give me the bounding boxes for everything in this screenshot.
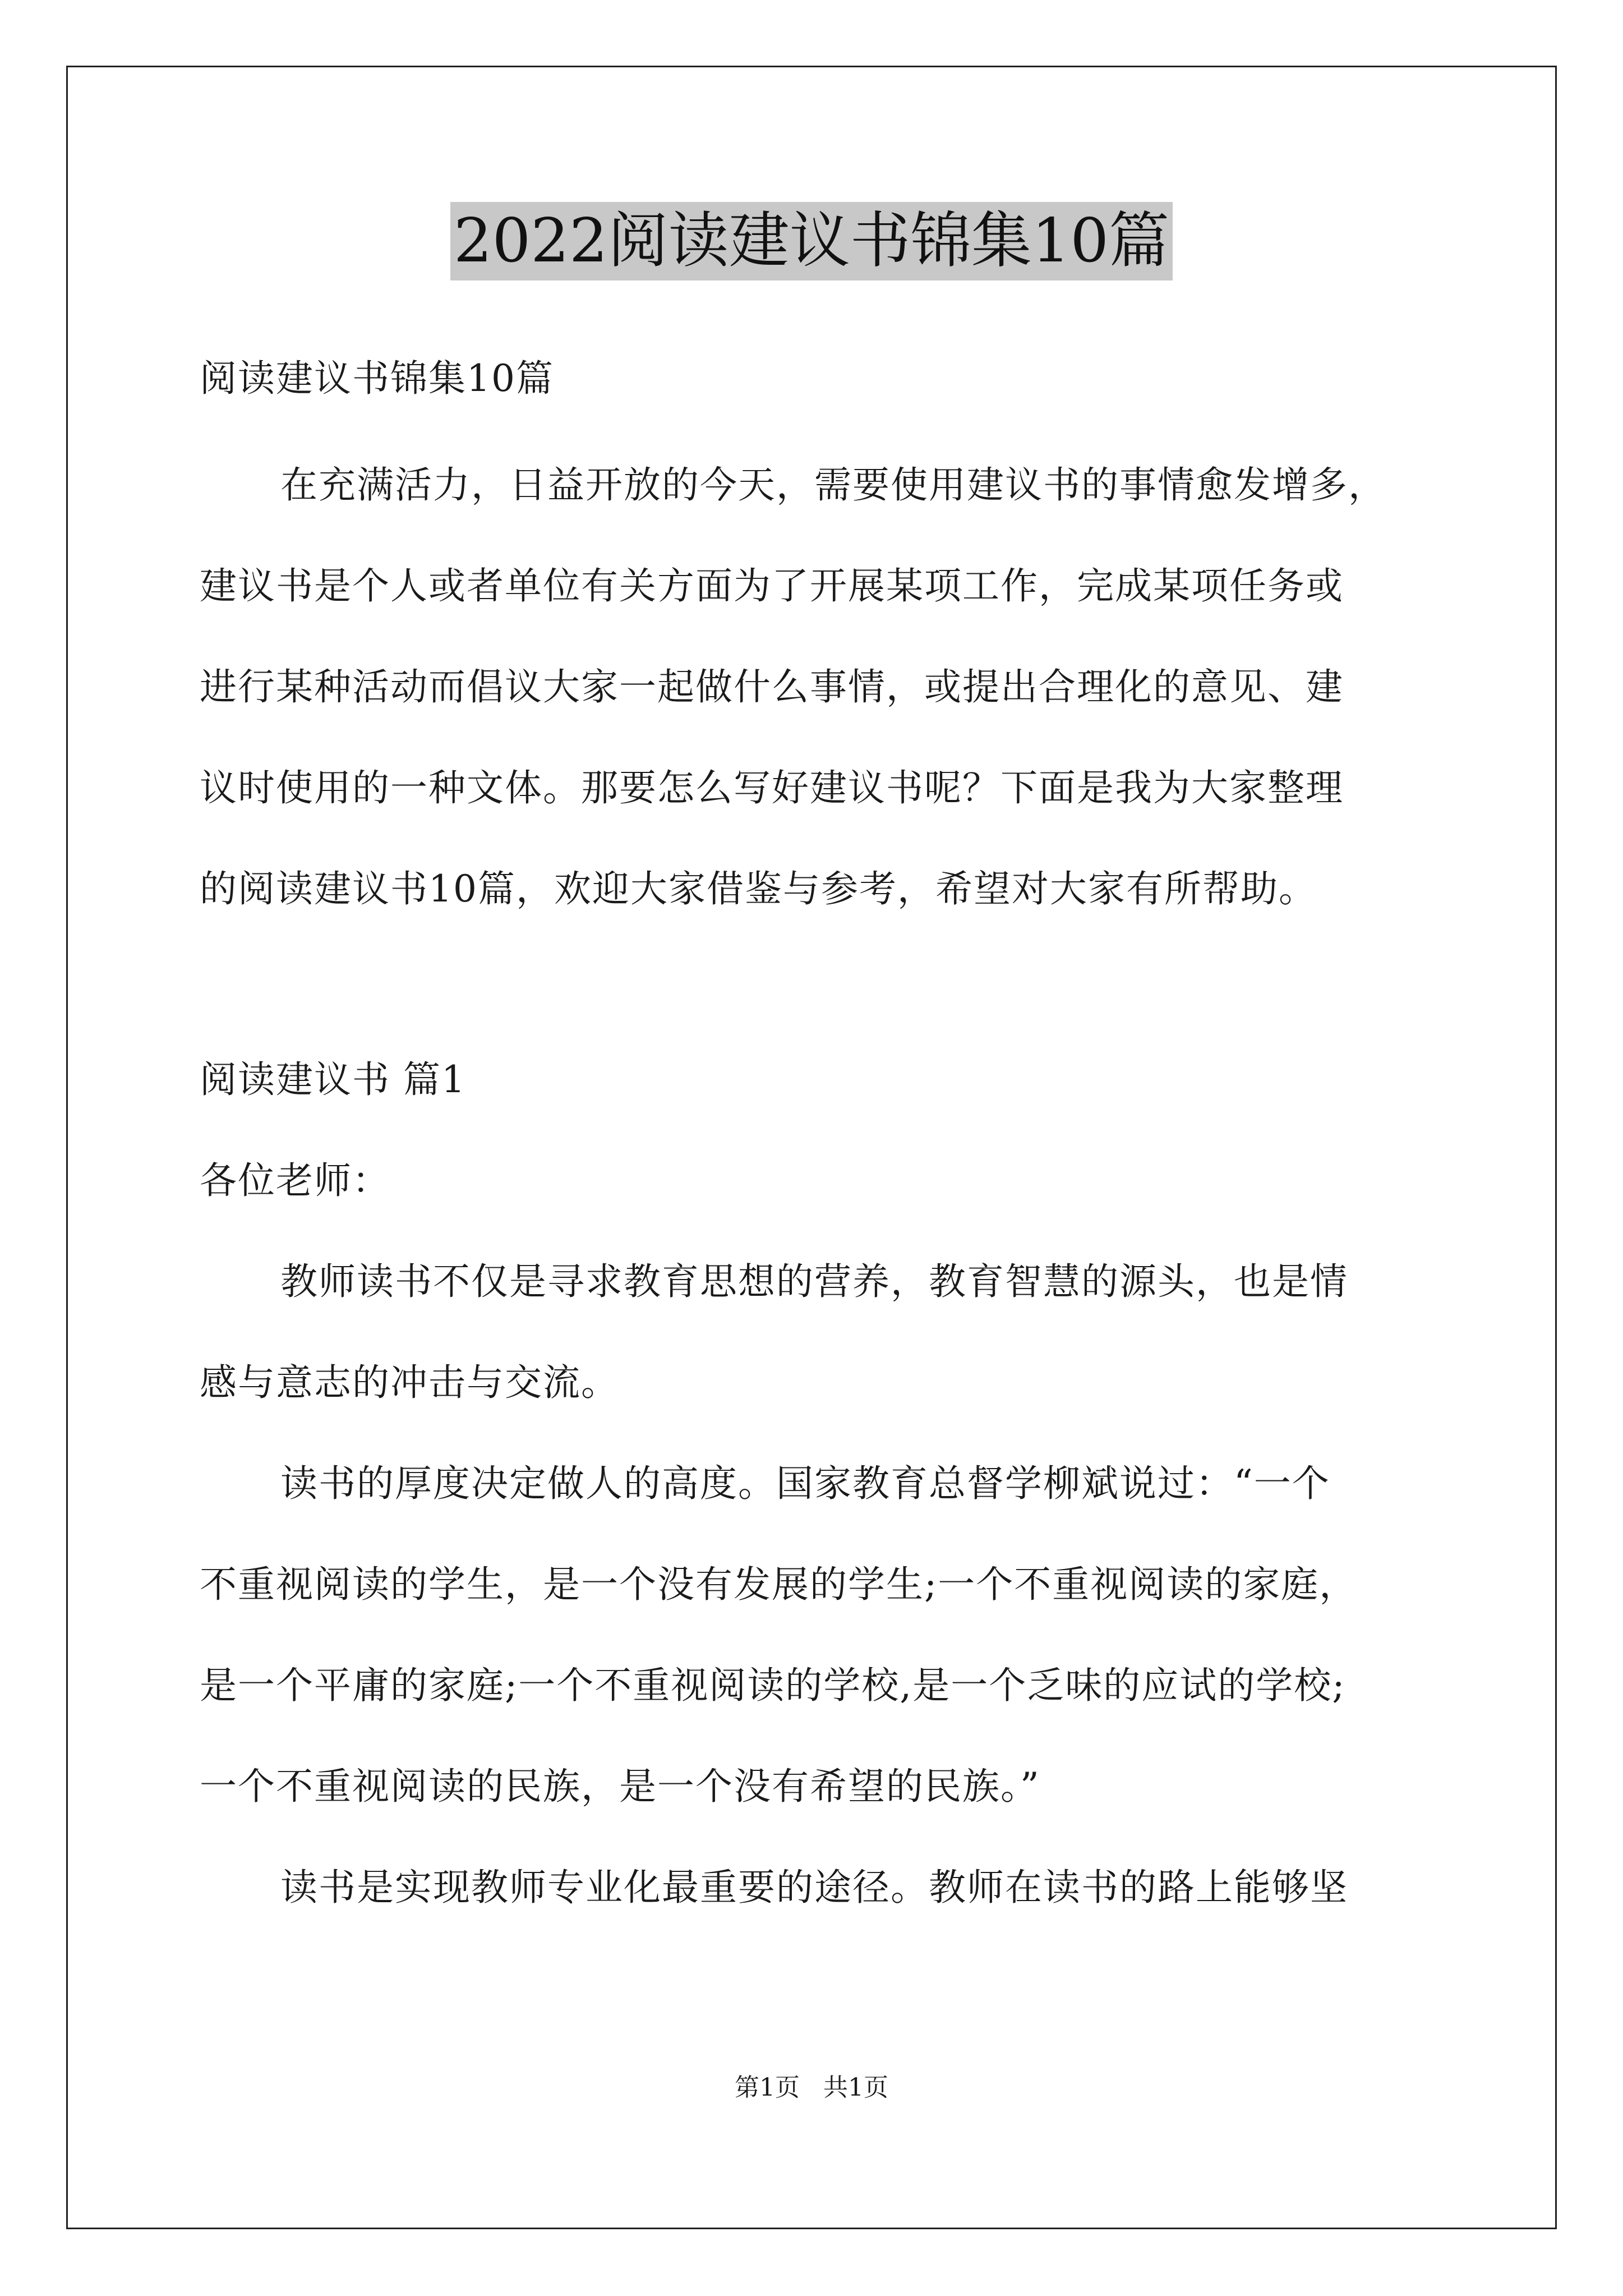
para2-line-2: 不重视阅读的学生，是一个没有发展的学生;一个不重视阅读的家庭，: [200, 1563, 1358, 1606]
page-footer: [0, 2071, 1623, 2105]
para1-line-1: 教师读书不仅是寻求教育思想的营养，教育智慧的源头，也是情: [280, 1260, 1348, 1303]
intro-line-2: 建议书是个人或者单位有关方面为了开展某项工作，完成某项任务或: [200, 564, 1344, 608]
intro-line-1: 在充满活力，日益开放的今天，需要使用建议书的事情愈发增多，: [280, 463, 1386, 507]
para2-line-3: 是一个平庸的家庭;一个不重视阅读的学校,是一个乏味的应试的学校;: [200, 1664, 1346, 1707]
intro-line-4: 议时使用的一种文体。那要怎么写好建议书呢？下面是我为大家整理: [200, 766, 1344, 809]
intro-line-5: 的阅读建议书10篇，欢迎大家借鉴与参考，希望对大家有所帮助。: [200, 867, 1317, 910]
document-title: 2022阅读建议书锦集10篇: [450, 202, 1173, 280]
intro-line-3: 进行某种活动而倡议大家一起做什么事情，或提出合理化的意见、建: [200, 665, 1344, 708]
para1-line-2: 感与意志的冲击与交流。: [200, 1361, 619, 1404]
para3-line-1: 读书是实现教师专业化最重要的途径。教师在读书的路上能够坚: [280, 1866, 1348, 1909]
section-heading: 阅读建议书 篇1: [200, 1058, 466, 1101]
document-subtitle: 阅读建议书锦集10篇: [200, 357, 554, 400]
title-container: [0, 202, 1623, 280]
salutation: 各位老师：: [200, 1159, 390, 1202]
para2-line-4: 一个不重视阅读的民族，是一个没有希望的民族。”: [200, 1765, 1040, 1808]
page-number-label: 第1页 共1页: [735, 2073, 888, 2102]
para2-line-1: 读书的厚度决定做人的高度。国家教育总督学柳斌说过：“一个: [280, 1462, 1330, 1505]
